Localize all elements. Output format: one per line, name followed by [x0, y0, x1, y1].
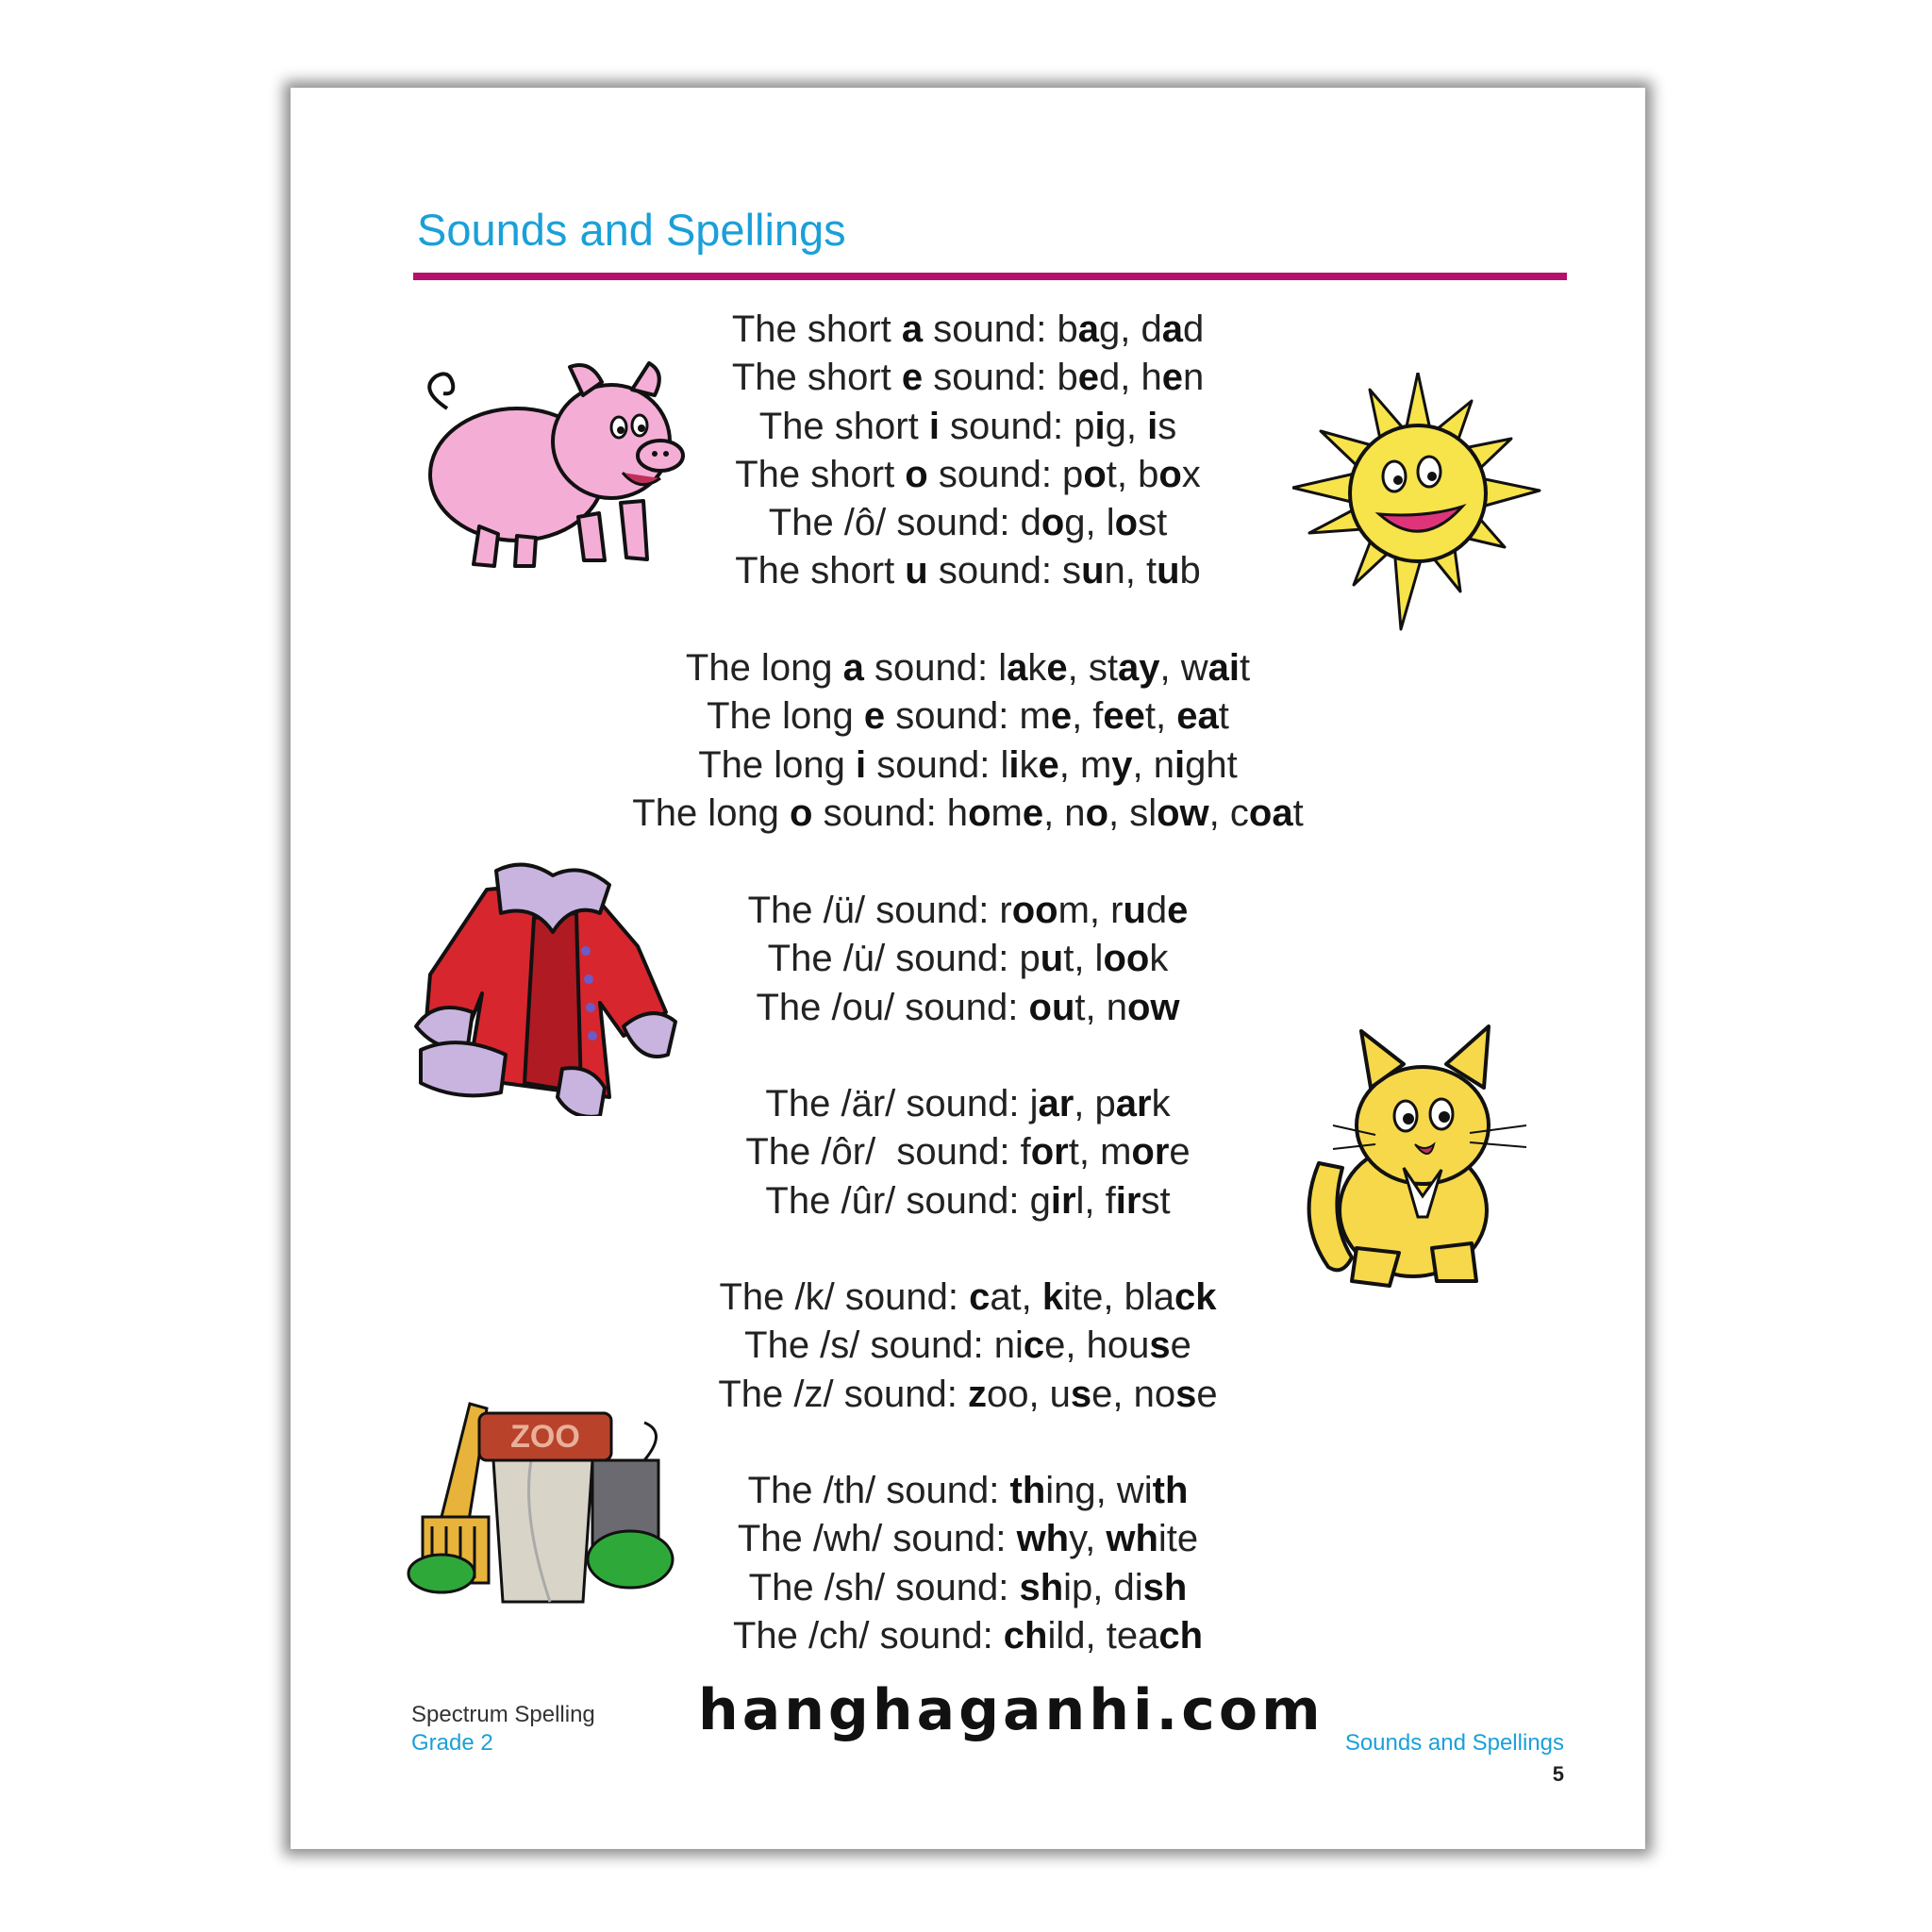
footer-grade: Grade 2: [411, 1730, 493, 1756]
line-text: The /ô/ sound: d: [768, 502, 1041, 544]
spelling-highlight: a: [1077, 308, 1099, 350]
line-text: n, t: [1104, 550, 1158, 592]
line-text: sound: h: [812, 791, 969, 834]
spelling-highlight: ee: [1103, 695, 1145, 738]
spelling-highlight: o: [1158, 453, 1182, 495]
page-number: 5: [1552, 1762, 1564, 1786]
line-text: t, l: [1063, 938, 1104, 980]
spelling-highlight: oa: [1248, 791, 1293, 834]
workbook-page: [291, 88, 1645, 1849]
spelling-highlight: sh: [1019, 1566, 1064, 1608]
spelling-highlight: or: [1030, 1131, 1069, 1174]
spelling-highlight: y: [1111, 743, 1133, 786]
line-text: k: [1151, 1083, 1171, 1124]
line-text: , m: [1058, 743, 1112, 786]
spelling-highlight: e: [901, 357, 924, 399]
line-text: l, f: [1075, 1179, 1116, 1222]
page-title: Sounds and Spellings: [417, 205, 846, 255]
line-text: ing, wi: [1045, 1470, 1153, 1511]
spelling-highlight: th: [1152, 1470, 1189, 1511]
spelling-highlight: i: [856, 743, 867, 786]
spelling-highlight: s: [1070, 1373, 1092, 1415]
spelling-highlight: oo: [1011, 890, 1058, 931]
spelling-highlight: e: [1077, 357, 1099, 399]
line-text: The /ü/ sound: r: [747, 890, 1012, 931]
spelling-highlight: o: [968, 791, 991, 834]
line-text: t: [1218, 695, 1229, 738]
sound-rule-line: [291, 1322, 1645, 1370]
line-text: d: [1182, 308, 1205, 350]
spelling-highlight: ir: [1115, 1179, 1141, 1222]
line-text: s: [1158, 405, 1177, 447]
line-text: ild, tea: [1047, 1614, 1159, 1657]
spelling-highlight: i: [928, 405, 940, 447]
line-text: m, r: [1058, 890, 1124, 931]
spelling-highlight: o: [1114, 502, 1139, 544]
spelling-highlight: z: [967, 1373, 987, 1415]
sound-rule-line: [291, 741, 1645, 790]
line-text: e, no: [1091, 1373, 1176, 1415]
spelling-highlight: i: [1147, 405, 1158, 447]
line-text: e: [1170, 1324, 1191, 1367]
spelling-highlight: u: [1123, 890, 1146, 931]
spelling-highlight: th: [1009, 1470, 1046, 1511]
line-text: , n: [1043, 791, 1086, 834]
line-text: The long: [707, 695, 864, 738]
sound-rule-line: [291, 306, 1645, 354]
line-text: sound: p: [927, 453, 1084, 495]
spelling-highlight: ch: [1003, 1614, 1048, 1657]
line-text: , st: [1067, 647, 1118, 689]
spelling-highlight: ea: [1176, 695, 1219, 738]
sound-rule-line: [291, 692, 1645, 741]
line-text: k: [1027, 647, 1047, 689]
zoo-sign-text: ZOO: [510, 1419, 580, 1455]
line-text: The /th/ sound:: [747, 1470, 1010, 1511]
line-text: sound: l: [866, 743, 1009, 786]
spelling-highlight: u: [1157, 550, 1180, 592]
line-text: t: [1292, 791, 1304, 834]
sound-rule-line: [291, 644, 1645, 692]
spelling-highlight: o: [1041, 502, 1065, 544]
line-text: at,: [990, 1276, 1042, 1318]
line-text: , w: [1159, 647, 1208, 689]
spelling-highlight: e: [1022, 791, 1044, 834]
line-text: ip, di: [1063, 1566, 1143, 1608]
spelling-highlight: ck: [1174, 1276, 1217, 1318]
line-text: b: [1179, 550, 1201, 592]
line-text: oo, u: [986, 1373, 1071, 1415]
sound-group: [291, 644, 1645, 838]
spelling-highlight: ai: [1208, 647, 1240, 689]
line-text: The short: [735, 453, 906, 495]
cat-illustration: [1291, 1012, 1550, 1295]
line-text: d: [1145, 890, 1168, 931]
spelling-highlight: o: [905, 453, 928, 495]
spelling-highlight: i: [1094, 405, 1106, 447]
line-text: The /ôr/ sound: f: [745, 1131, 1031, 1174]
footer-section: Sounds and Spellings: [1344, 1730, 1564, 1756]
spelling-highlight: s: [1175, 1373, 1197, 1415]
spelling-highlight: ow: [1127, 986, 1180, 1028]
spelling-highlight: k: [1041, 1276, 1064, 1318]
line-text: , c: [1208, 791, 1249, 834]
spelling-highlight: c: [969, 1276, 991, 1318]
line-text: The short: [758, 405, 929, 447]
line-text: The short: [731, 357, 902, 399]
spelling-highlight: u: [1081, 550, 1105, 592]
line-text: The long: [698, 743, 857, 786]
line-text: y,: [1069, 1518, 1107, 1560]
line-text: sound: m: [885, 695, 1051, 738]
line-text: k: [1019, 743, 1039, 786]
line-text: d, h: [1098, 357, 1162, 399]
line-text: st: [1141, 1179, 1171, 1222]
spelling-highlight: wh: [1106, 1518, 1158, 1560]
spelling-highlight: ar: [1038, 1083, 1074, 1124]
line-text: , p: [1074, 1083, 1116, 1124]
title-rule: [413, 273, 1567, 280]
spelling-highlight: s: [1149, 1324, 1171, 1367]
line-text: The short: [731, 308, 902, 350]
spelling-highlight: a: [901, 308, 924, 350]
spelling-highlight: e: [1167, 890, 1189, 931]
spelling-highlight: a: [842, 647, 864, 689]
spelling-highlight: oo: [1103, 938, 1150, 980]
spelling-highlight: e: [1046, 647, 1068, 689]
spelling-highlight: ow: [1157, 791, 1209, 834]
spelling-highlight: a: [1161, 308, 1183, 350]
spelling-highlight: o: [1083, 453, 1107, 495]
spelling-highlight: i: [1174, 743, 1186, 786]
coat-illustration: [411, 861, 685, 1116]
spelling-highlight: ay: [1117, 647, 1160, 689]
line-text: The /u̇/ sound: p: [767, 938, 1041, 980]
spelling-highlight: u: [1040, 938, 1064, 980]
line-text: e: [1196, 1373, 1218, 1415]
line-text: e, hou: [1044, 1324, 1150, 1367]
line-text: The short: [735, 550, 906, 592]
line-text: x: [1181, 453, 1201, 495]
sun-illustration: [1292, 373, 1547, 632]
spelling-highlight: o: [790, 791, 813, 834]
spelling-highlight: u: [905, 550, 928, 592]
line-text: k: [1149, 938, 1169, 980]
line-text: sound: b: [923, 308, 1078, 350]
line-text: st: [1138, 502, 1168, 544]
spelling-highlight: a: [1007, 647, 1028, 689]
sound-rule-line: [291, 790, 1645, 838]
line-text: ght: [1185, 743, 1238, 786]
line-text: The /ou/ sound:: [756, 986, 1029, 1028]
spelling-highlight: sh: [1142, 1566, 1188, 1608]
line-text: t, b: [1106, 453, 1159, 495]
line-text: n: [1182, 357, 1205, 399]
spelling-highlight: ir: [1050, 1179, 1076, 1222]
line-text: The /s/ sound: ni: [744, 1324, 1024, 1367]
zoo-gate-illustration: [404, 1385, 696, 1611]
line-text: t,: [1144, 695, 1177, 738]
line-text: , f: [1072, 695, 1104, 738]
spelling-highlight: ar: [1115, 1083, 1152, 1124]
footer-series: Spectrum Spelling: [411, 1702, 595, 1727]
line-text: sound: b: [923, 357, 1078, 399]
spelling-highlight: e: [863, 695, 886, 738]
line-text: g,: [1105, 405, 1148, 447]
line-text: The /är/ sound: j: [765, 1083, 1039, 1124]
sound-rule-line: [291, 1612, 1645, 1660]
line-text: ite: [1158, 1518, 1199, 1560]
line-text: e: [1169, 1131, 1191, 1174]
line-text: , n: [1132, 743, 1175, 786]
line-text: The /ch/ sound:: [732, 1614, 1004, 1657]
spelling-highlight: ou: [1028, 986, 1075, 1028]
watermark-text: hanghaganhi.com: [698, 1677, 1324, 1743]
spelling-highlight: ch: [1158, 1614, 1204, 1657]
spelling-highlight: or: [1131, 1131, 1170, 1174]
pig-illustration: [413, 352, 696, 574]
spelling-highlight: e: [1161, 357, 1183, 399]
line-text: The /z/ sound:: [718, 1373, 968, 1415]
line-text: sound: p: [939, 405, 1095, 447]
line-text: The /sh/ sound:: [748, 1566, 1020, 1608]
line-text: ite, bla: [1063, 1276, 1175, 1318]
line-text: The /k/ sound:: [719, 1276, 970, 1318]
line-text: g, d: [1098, 308, 1162, 350]
spelling-highlight: i: [1008, 743, 1020, 786]
spelling-highlight: c: [1023, 1324, 1045, 1367]
spelling-highlight: e: [1038, 743, 1059, 786]
line-text: t, m: [1068, 1131, 1132, 1174]
line-text: The long: [685, 647, 843, 689]
line-text: sound: l: [863, 647, 1008, 689]
line-text: sound: s: [927, 550, 1082, 592]
line-text: , sl: [1108, 791, 1158, 834]
spelling-highlight: wh: [1016, 1518, 1070, 1560]
line-text: The /wh/ sound:: [737, 1518, 1017, 1560]
spelling-highlight: o: [1085, 791, 1108, 834]
line-text: m: [991, 791, 1023, 834]
line-text: t, n: [1074, 986, 1127, 1028]
spelling-highlight: e: [1050, 695, 1073, 738]
line-text: t: [1239, 647, 1251, 689]
line-text: g, l: [1064, 502, 1115, 544]
line-text: The /ûr/ sound: g: [765, 1179, 1051, 1222]
line-text: The long: [632, 791, 791, 834]
